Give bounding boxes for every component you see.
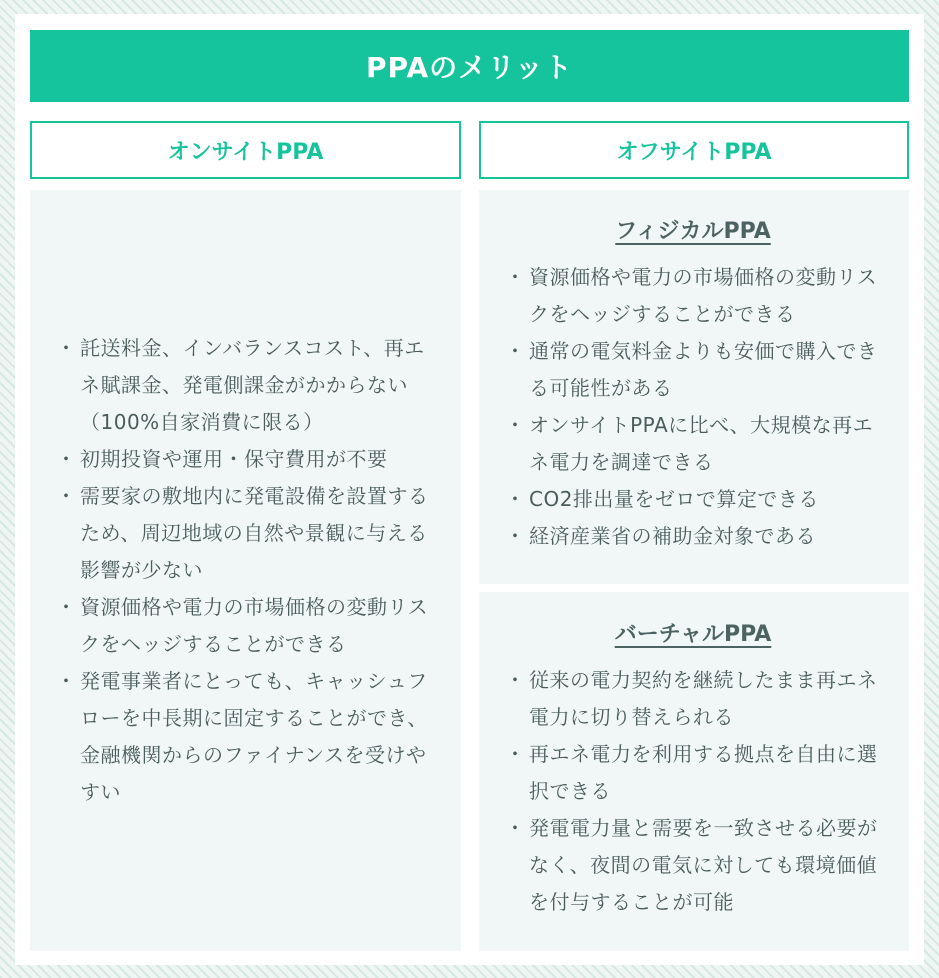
list-item: ・ 託送料金、インバランスコスト、再エネ賦課金、発電側課金がかからない（100%自家消費に限る） xyxy=(58,330,431,441)
page-title: PPAのメリット xyxy=(30,30,909,102)
list-item: ・ 資源価格や電力の市場価格の変動リスクをヘッジすることができる xyxy=(58,589,431,663)
list-item: ・ 通常の電気料金よりも安価で購入できる可能性がある xyxy=(507,333,879,407)
physical-ppa-list xyxy=(507,259,879,555)
list-item: ・ 経済産業省の補助金対象である xyxy=(507,518,879,555)
onsite-list xyxy=(58,330,431,811)
list-item: ・ 資源価格や電力の市場価格の変動リスクをヘッジすることができる xyxy=(507,259,879,333)
list-item: ・ 従来の電力契約を継続したまま再エネ電力に切り替えられる xyxy=(507,662,879,736)
list-item: ・ 需要家の敷地内に発電設備を設置するため、周辺地域の自然や景観に与える影響が少ない xyxy=(58,478,431,589)
physical-ppa-title xyxy=(507,214,879,245)
physical-ppa-panel xyxy=(479,190,909,584)
list-item: ・ 再エネ電力を利用する拠点を自由に選択できる xyxy=(507,736,879,810)
virtual-ppa-title xyxy=(507,617,879,648)
list-item: ・ オンサイトPPAに比べ、大規模な再エネ電力を調達できる xyxy=(507,407,879,481)
offsite-header: オフサイトPPA xyxy=(479,121,909,179)
onsite-panel xyxy=(30,190,461,951)
list-item: ・ 発電電力量と需要を一致させる必要がなく、夜間の電気に対しても環境価値を付与することが可能 xyxy=(507,810,879,921)
list-item: ・ CO2排出量をゼロで算定できる xyxy=(507,481,879,518)
virtual-ppa-panel xyxy=(479,592,909,951)
list-item: ・ 初期投資や運用・保守費用が不要 xyxy=(58,441,431,478)
virtual-ppa-list xyxy=(507,662,879,921)
virtual-ppa-title-text: バーチャルPPA xyxy=(614,622,772,647)
content-card xyxy=(15,14,924,965)
list-item: ・ 発電事業者にとっても、キャッシュフローを中長期に固定することができ、金融機関からのファイナンスを受けやすい xyxy=(58,663,431,811)
physical-ppa-title-text: フィジカルPPA xyxy=(615,219,771,244)
onsite-header: オンサイトPPA xyxy=(30,121,461,179)
